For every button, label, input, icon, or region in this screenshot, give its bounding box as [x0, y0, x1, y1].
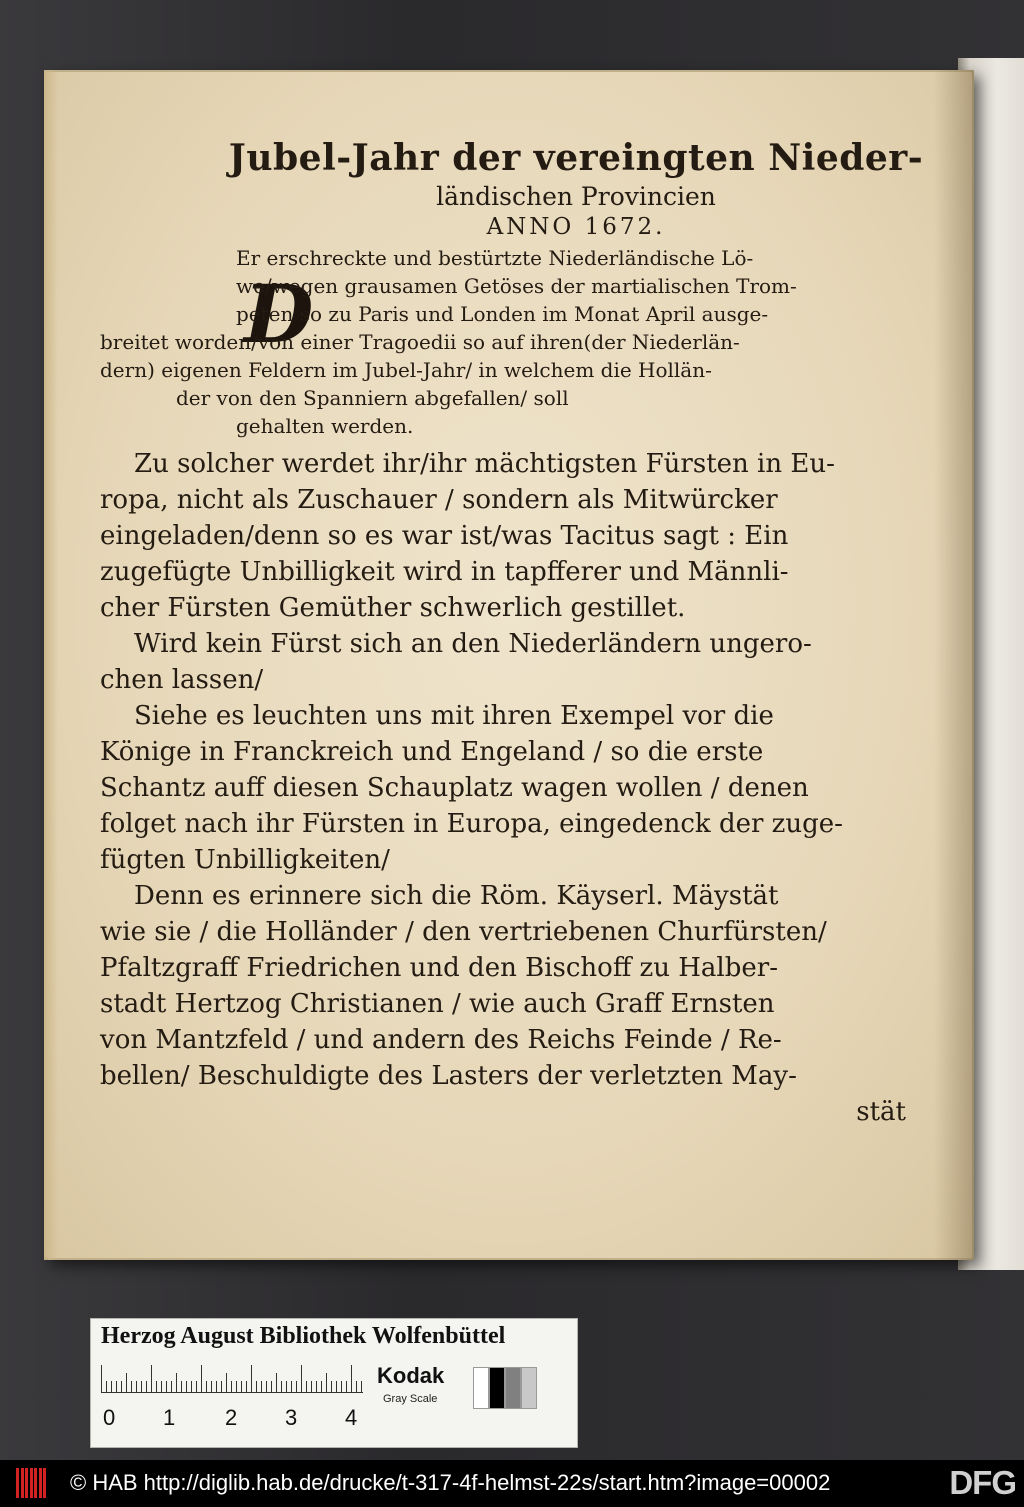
ruler-tick [301, 1365, 302, 1393]
ruler-tick [156, 1381, 157, 1393]
ruler-tick [351, 1365, 352, 1393]
ruler-tick [201, 1365, 202, 1393]
ruler-numbers [91, 1405, 391, 1435]
text-line: chen lassen/ [100, 665, 264, 695]
ruler-tick [251, 1365, 252, 1393]
copyright-link[interactable]: © HAB http://diglib.hab.de/drucke/t-317-4f-helmst-22s/start.htm?image=00002 [70, 1470, 831, 1495]
ruler-tick [196, 1381, 197, 1393]
ruler-tick [291, 1381, 292, 1393]
ruler-number: 1 [163, 1405, 176, 1430]
barcode-bar [43, 1468, 46, 1498]
text-line: stadt Hertzog Christianen / wie auch Graff Ernsten [100, 989, 775, 1019]
ruler-tick [306, 1381, 307, 1393]
text-line: we/wegen grausamen Getöses der martialischen Trom- [236, 274, 797, 298]
ruler-tick [296, 1381, 297, 1393]
ruler-tick [136, 1381, 137, 1393]
barcode-bar [30, 1468, 33, 1498]
gray-swatch [473, 1367, 489, 1409]
ruler-tick [256, 1381, 257, 1393]
ruler-tick [241, 1381, 242, 1393]
ruler-tick [126, 1373, 127, 1393]
ruler-tick [166, 1381, 167, 1393]
text-line: dern) eigenen Feldern im Jubel-Jahr/ in welchem die Hollän- [100, 358, 712, 382]
text-line: Schantz auff diesen Schauplatz wagen wollen / denen [100, 773, 809, 803]
ruler-tick [226, 1373, 227, 1393]
ruler-tick [231, 1381, 232, 1393]
ruler-tick [211, 1381, 212, 1393]
ruler-tick [316, 1381, 317, 1393]
catchword: stät [856, 1097, 906, 1127]
drop-capital: D [244, 267, 314, 361]
ruler-number: 3 [285, 1405, 298, 1430]
ruler-tick [246, 1381, 247, 1393]
ruler-tick [356, 1381, 357, 1393]
color-calibration-card [90, 1318, 578, 1448]
text-line: fügten Unbilligkeiten/ [100, 845, 390, 875]
barcode-bar [16, 1468, 19, 1498]
ruler-tick [146, 1381, 147, 1393]
text-line: zugefügte Unbilligkeit wird in tapfferer und Männli- [100, 557, 789, 587]
ruler-tick [206, 1381, 207, 1393]
page-title: Jubel-Jahr der vereingten Nieder- [228, 137, 924, 179]
ruler-tick [331, 1381, 332, 1393]
ruler-tick [191, 1381, 192, 1393]
ruler-tick [186, 1381, 187, 1393]
intro-paragraph [100, 244, 916, 440]
text-line: Pfaltzgraff Friedrichen und den Bischoff zu Halber- [100, 953, 778, 983]
barcode-icon [16, 1468, 48, 1498]
ruler-tick [321, 1381, 322, 1393]
text-line: Zu solcher werdet ihr/ihr mächtigsten Fürsten in Eu- [134, 449, 835, 479]
text-line: ropa, nicht als Zuschauer / sondern als Mitwürcker [100, 485, 778, 515]
text-line: wie sie / die Holländer / den vertriebenen Churfürsten/ [100, 917, 827, 947]
footer-bar [0, 1460, 1024, 1507]
ruler-number: 2 [225, 1405, 238, 1430]
barcode-bar [34, 1468, 37, 1498]
text-line: cher Fürsten Gemüther schwerlich gestillet. [100, 593, 686, 623]
ruler-tick [131, 1381, 132, 1393]
ruler-tick [341, 1381, 342, 1393]
ruler-tick [281, 1381, 282, 1393]
ruler-tick [361, 1381, 362, 1393]
ruler-tick [271, 1381, 272, 1393]
ruler-tick [221, 1381, 222, 1393]
ruler-tick [176, 1373, 177, 1393]
gray-swatch [521, 1367, 537, 1409]
ruler-tick [116, 1381, 117, 1393]
barcode-bar [25, 1468, 28, 1498]
ruler-tick [161, 1381, 162, 1393]
ruler-tick [141, 1381, 142, 1393]
kodak-logo: Kodak [377, 1363, 445, 1388]
text-line: Wird kein Fürst sich an den Niederländern ungero- [134, 629, 812, 659]
text-line: Denn es erinnere sich die Röm. Käyserl. Mäystät [134, 881, 779, 911]
ruler-tick [216, 1381, 217, 1393]
text-line: von Mantzfeld / und andern des Reichs Feinde / Re- [100, 1025, 782, 1055]
text-line: gehalten werden. [236, 414, 414, 438]
ruler-tick [261, 1381, 262, 1393]
ruler-tick [346, 1381, 347, 1393]
ruler-tick [276, 1373, 277, 1393]
ruler-tick [151, 1365, 152, 1393]
ruler-tick [121, 1381, 122, 1393]
text-line: Könige in Franckreich und Engeland / so die erste [100, 737, 764, 767]
page-edge [44, 70, 58, 1260]
ruler-tick [111, 1381, 112, 1393]
ruler-number: 4 [345, 1405, 358, 1430]
text-line: der von den Spanniern abgefallen/ soll [176, 386, 569, 410]
dfg-logo: DFG [945, 1464, 1016, 1502]
text-line: folget nach ihr Fürsten in Europa, eingedenck der zuge- [100, 809, 843, 839]
page-date: ANNO 1672. [486, 214, 666, 240]
text-line: breitet worden/von einer Tragoedii so auf ihren(der Niederlän- [100, 330, 740, 354]
ruler-tick [311, 1381, 312, 1393]
page-text [100, 136, 924, 1130]
ruler-tick [101, 1365, 102, 1393]
ruler-tick [286, 1381, 287, 1393]
page-gutter [934, 70, 974, 1260]
text-line: bellen/ Beschuldigte des Lasters der verletzten May- [100, 1061, 797, 1091]
body-text [100, 446, 916, 1130]
text-line: peten so zu Paris und Londen im Monat April ausge- [236, 302, 769, 326]
card-title: Herzog August Bibliothek Wolfenbüttel [101, 1323, 506, 1349]
text-line: eingeladen/denn so es war ist/was Tacitus sagt : Ein [100, 521, 789, 551]
gray-swatches [473, 1367, 537, 1407]
ruler-tick [336, 1381, 337, 1393]
grayscale-label: Gray Scale [383, 1393, 438, 1405]
ruler-scale [101, 1365, 363, 1393]
page-subtitle: ländischen Provincien [436, 182, 716, 211]
text-line: Er erschreckte und bestürtzte Niederländische Lö- [236, 246, 754, 270]
ruler-tick [326, 1373, 327, 1393]
gray-swatch [505, 1367, 521, 1409]
ruler-tick [181, 1381, 182, 1393]
ruler-number: 0 [103, 1405, 116, 1430]
text-line: Siehe es leuchten uns mit ihren Exempel vor die [134, 701, 774, 731]
gray-swatch [489, 1367, 505, 1409]
ruler-tick [106, 1381, 107, 1393]
barcode-bar [39, 1468, 42, 1498]
ruler-tick [266, 1381, 267, 1393]
ruler-tick [236, 1381, 237, 1393]
ruler-tick [171, 1381, 172, 1393]
barcode-bar [21, 1468, 24, 1498]
